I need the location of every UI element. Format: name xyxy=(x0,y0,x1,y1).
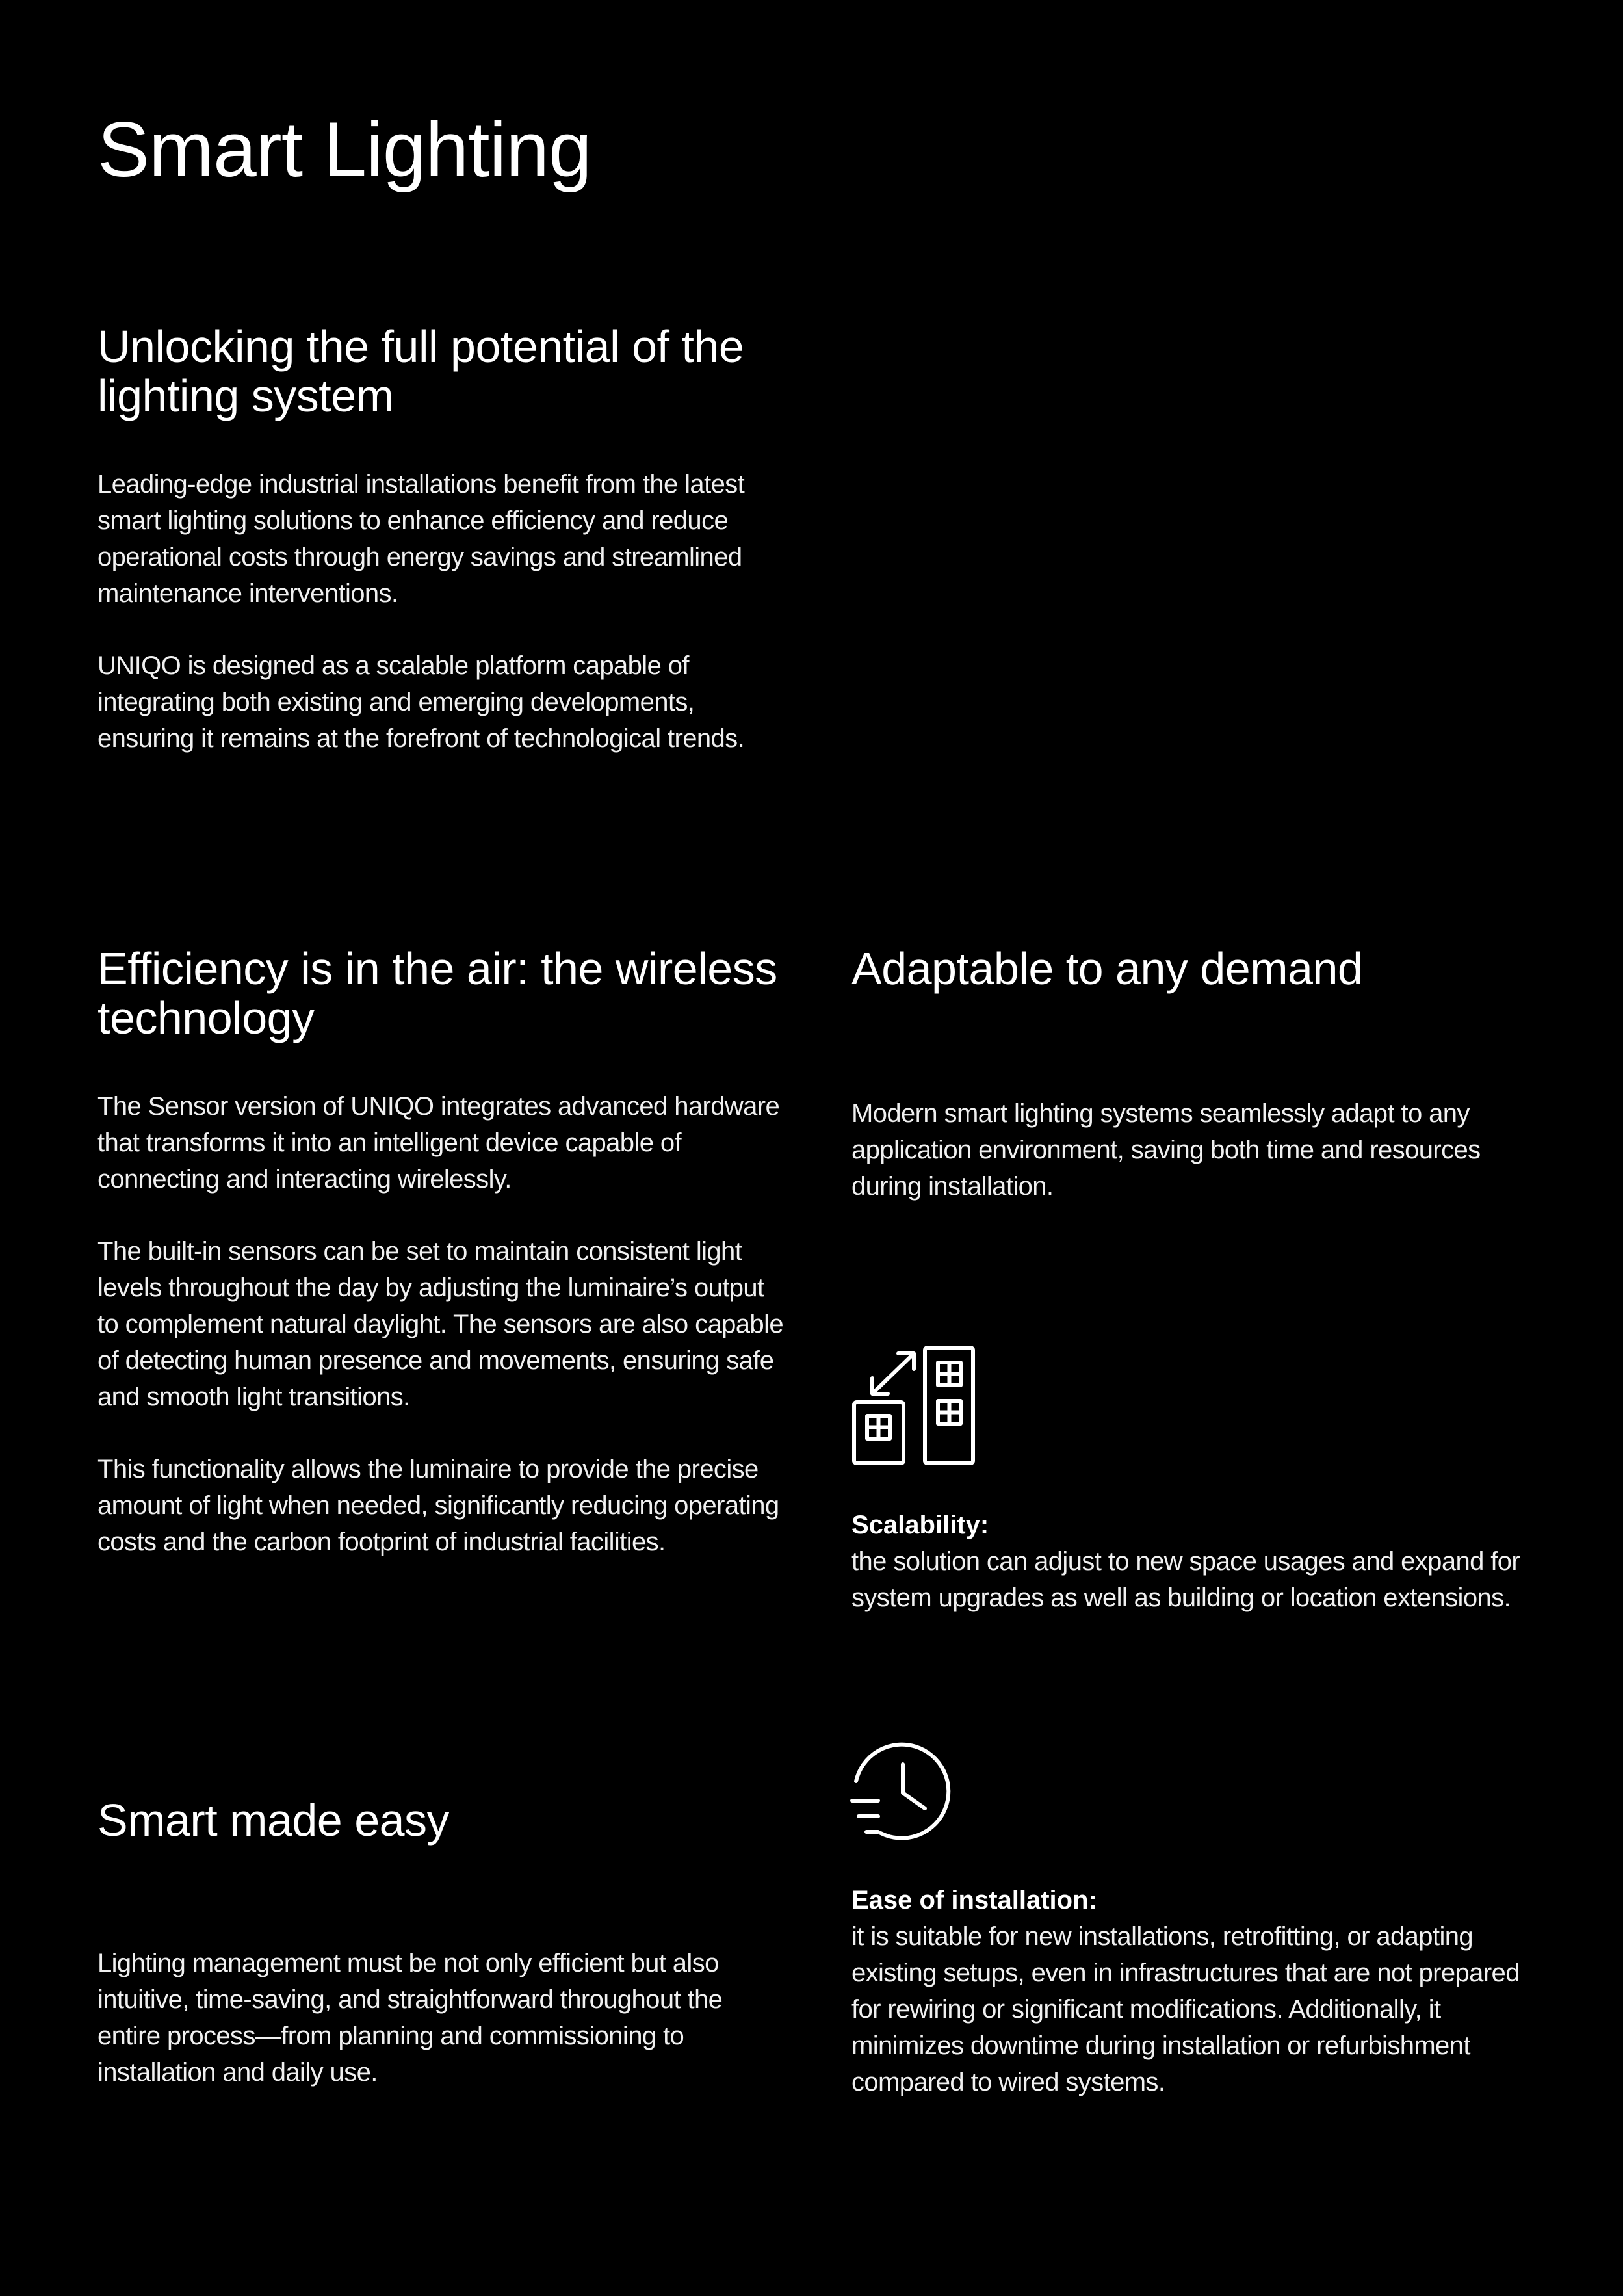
feature-scalability-label: Scalability: xyxy=(851,1511,989,1539)
section-potential-paragraph-2: UNIQO is designed as a scalable platform capable of integrating both existing and emerging developments, ensuring it remains at the forefront of technological trends. xyxy=(97,651,745,753)
fast-clock-icon xyxy=(848,1741,955,1845)
feature-installation xyxy=(851,1882,1540,2100)
section-easy-heading: Smart made easy xyxy=(97,1795,450,1846)
feature-installation-text: it is suitable for new installations, retrofitting, or adapting existing setups, even in infrastructures that are not prepared for rewiring or significant modifications. Additionally, it minimizes downtime during installation or refurbishment compared to wired systems. xyxy=(851,1922,1520,2096)
feature-scalability-text: the solution can adjust to new space usages and expand for system upgrades as well as building or location extensions. xyxy=(851,1547,1520,1612)
section-potential-heading: Unlocking the full potential of the lighting system xyxy=(97,321,744,421)
section-adaptable-paragraph: Modern smart lighting systems seamlessly adapt to any application environment, saving both time and resources during installation. xyxy=(851,1099,1481,1201)
section-easy-paragraph: Lighting management must be not only efficient but also intuitive, time-saving, and straightforward throughout the entire process—from planning and commissioning to installation and daily use. xyxy=(97,1949,723,2087)
section-wireless-paragraph-2: The built-in sensors can be set to maintain consistent light levels throughout the day by adjusting the luminaire’s output to complement natural daylight. The sensors are also capable of detecting human presence and movements, ensuring safe and smooth light transitions. xyxy=(97,1237,783,1411)
feature-installation-label: Ease of installation: xyxy=(851,1886,1097,1914)
section-potential xyxy=(97,322,786,757)
section-wireless-paragraph-3: This functionality allows the luminaire to provide the precise amount of light when needed, significantly reducing operating costs and the carbon footprint of industrial facilities. xyxy=(97,1455,779,1556)
section-wireless xyxy=(97,944,786,1560)
scalability-buildings-icon xyxy=(851,1346,978,1466)
section-adaptable-heading: Adaptable to any demand xyxy=(851,943,1363,994)
feature-scalability xyxy=(851,1507,1540,1616)
section-potential-paragraph-1: Leading-edge industrial installations benefit from the latest smart lighting solutions to enhance efficiency and reduce operational costs through energy savings and streamlined maintenance interventions. xyxy=(97,470,745,608)
section-wireless-heading: Efficiency is in the air: the wireless technology xyxy=(97,943,777,1043)
section-wireless-paragraph-1: The Sensor version of UNIQO integrates advanced hardware that transforms it into an intelligent device capable of connecting and interacting wirelessly. xyxy=(97,1092,780,1194)
page-title: Smart Lighting xyxy=(97,106,591,193)
